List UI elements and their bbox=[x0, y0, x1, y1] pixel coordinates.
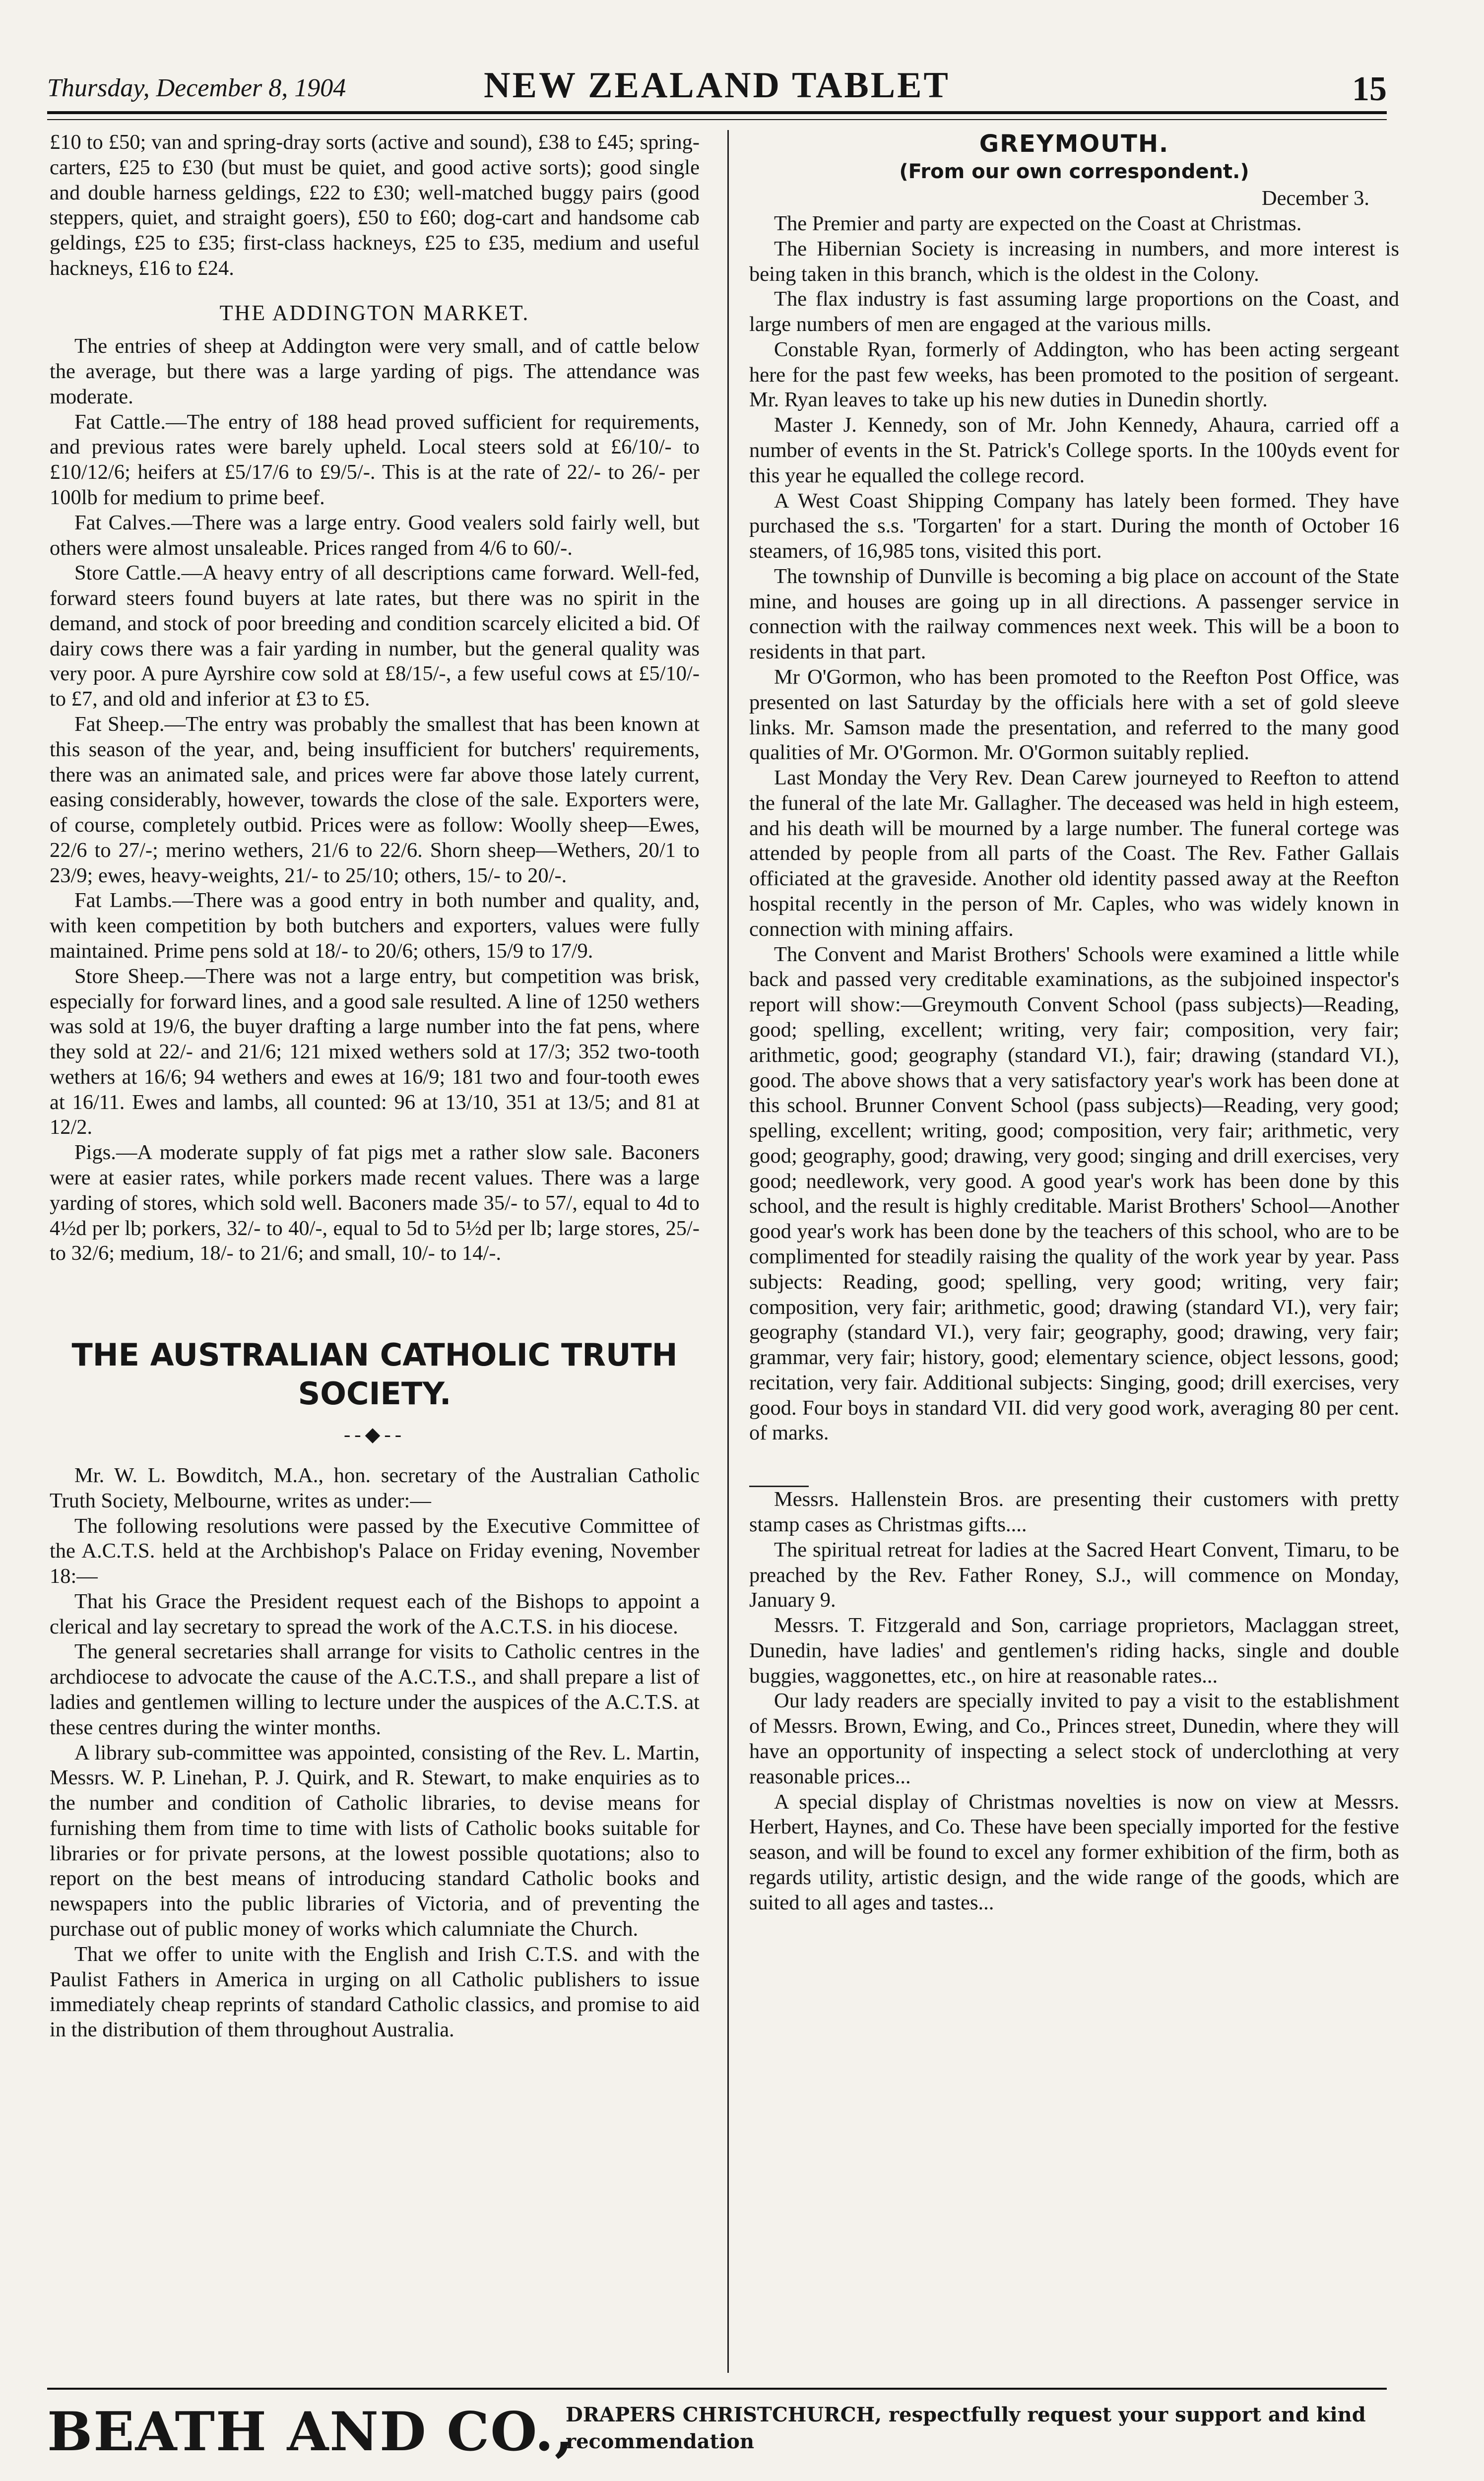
greymouth-paragraph: Mr O'Gormon, who has been promoted to the Reefton Post Office, was presented on last Saturday by the officials here with a set of gold sleeve links. Mr. Samson made the presentation, and referred to the many good qualities of Mr. O'Gormon. Mr. O'Gormon suitably replied. bbox=[749, 665, 1399, 765]
footer-rule bbox=[47, 2388, 1387, 2390]
greymouth-paragraph: The Convent and Marist Brothers' Schools were examined a little while back and passed very creditable examinations, as the subjoined inspector's report will show:—Greymouth Convent School (pass subjects)—Reading, good; spelling, excellent; writing, very fair; composition, very fair; arithmetic, good; geography (standard VI.), fair; drawing (standard VI.), good. The above shows that a very satisfactory year's work has been done at this school. Brunner Convent School (pass subjects)—Reading, very good; spelling, excellent; writing, good; composition, very fair; arithmetic, very good; geography, good; drawing, very good; singing and drill exercises, very good; needlework, very good. A good year's work has been done by this school, and the result is highly creditable. Marist Brothers' School—Another good year's work has been done by the teachers of this school, who are to be complimented for steadily raising the quality of the work year by year. Pass subjects: Reading, good; spelling, very good; writing, very fair; composition, very fair; arithmetic, good; drawing (standard VI.), very fair; geography (standard VI.), very fair; geography, good; drawing, very fair; grammar, very fair; history, good; elementary science, object lessons, good; recitation, very fair. Additional subjects: Singing, good; drill exercises, very good. Four boys in standard VII. did very good work, averaging 80 per cent. of marks. bbox=[749, 942, 1399, 1445]
greymouth-paragraph: Constable Ryan, formerly of Addington, who has been acting sergeant here for the past few weeks, has been promoted to the position of sergeant. Mr. Ryan leaves to take up his new duties in Dunedin shortly. bbox=[749, 337, 1399, 412]
issue-date: Thursday, December 8, 1904 bbox=[47, 74, 346, 102]
correspondent-line: (From our own correspondent.) bbox=[899, 160, 1249, 184]
advertiser-name: BEATH AND CO., bbox=[47, 2401, 575, 2463]
ornament-divider: --◆-- bbox=[343, 1423, 406, 1446]
page-header bbox=[47, 65, 1387, 110]
acts-paragraph: Mr. W. L. Bowditch, M.A., hon. secretary of the Australian Catholic Truth Society, Melbourne, writes as under:— bbox=[50, 1463, 700, 1512]
greymouth-heading: GREYMOUTH. bbox=[979, 130, 1169, 158]
greymouth-paragraph: The township of Dunville is becoming a big place on account of the State mine, and houses are going up in all directions. A passenger service in connection with the railway commences next week. This will be a boon to residents in that part. bbox=[749, 564, 1399, 664]
addington-paragraph: Fat Calves.—There was a large entry. Good vealers sold fairly well, but others were almost unsaleable. Prices ranged from 4/6 to 60/-. bbox=[50, 511, 700, 560]
column-divider bbox=[727, 130, 729, 2373]
notice-paragraph: Messrs. Hallenstein Bros. are presenting their customers with pretty stamp cases as Christmas gifts.... bbox=[749, 1488, 1399, 1536]
greymouth-paragraph: The Hibernian Society is increasing in numbers, and more interest is being taken in this branch, which is the oldest in the Colony. bbox=[749, 237, 1399, 286]
acts-paragraph: The general secretaries shall arrange for visits to Catholic centres in the archdiocese to advocate the cause of the A.C.T.S., and shall prepare a list of ladies and gentlemen willing to lecture under the auspices of the A.C.T.S. at these centres during the winter months. bbox=[50, 1640, 700, 1739]
addington-paragraph: Fat Sheep.—The entry was probably the smallest that has been known at this season of the year, and, being insufficient for butchers' requirements, there was an animated sale, and prices were far above those lately current, easing considerably, however, towards the close of the sale. Exporters were, of course, completely outbid. Prices were as follow: Woolly sheep—Ewes, 22/6 to 27/-; merino wethers, 21/6 to 22/6. Shorn sheep—Wethers, 20/1 to 23/9; ewes, heavy-weights, 21/- to 25/10; others, 15/- to 20/-. bbox=[50, 712, 700, 887]
addington-paragraph: The entries of sheep at Addington were very small, and of cattle below the average, but there was a large yarding of pigs. The attendance was moderate. bbox=[50, 334, 700, 408]
greymouth-paragraph: The flax industry is fast assuming large proportions on the Coast, and large numbers of men are engaged at the various mills. bbox=[749, 287, 1399, 336]
addington-paragraph: Store Sheep.—There was not a large entry, but competition was brisk, especially for forward lines, and a good sale resulted. A line of 1250 wethers was sold at 19/6, the buyer drafting a large number into the fat pens, where they sold at 22/- and 21/6; 121 mixed wethers sold at 17/3; 352 two-tooth wethers at 16/6; 94 wethers and ewes at 16/9; 181 two and four-tooth ewes at 16/11. Ewes and lambs, all counted: 96 at 13/10, 351 at 13/5; and 81 at 12/2. bbox=[50, 964, 700, 1139]
right-column bbox=[749, 130, 1399, 1916]
left-column bbox=[50, 130, 700, 2043]
header-rule bbox=[47, 111, 1387, 120]
masthead-title: NEW ZEALAND TABLET bbox=[484, 65, 950, 106]
advertisement-line-2: recommendation bbox=[566, 2430, 755, 2453]
greymouth-paragraph: A West Coast Shipping Company has lately been formed. They have purchased the s.s. 'Torgarten' for a start. During the month of October 16 steamers, of 16,985 tons, visited this port. bbox=[749, 489, 1399, 563]
notice-paragraph: A special display of Christmas novelties is now on view at Messrs. Herbert, Haynes, and Co. These have been specially imported for the festive season, and will be found to excel any former exhibition of the firm, both as regards utility, artistic design, and the wide range of the goods, which are suited to all ages and tastes... bbox=[749, 1790, 1399, 1914]
addington-paragraph: Fat Lambs.—There was a good entry in both number and quality, and, with keen competition by both butchers and exporters, values were fully maintained. Prime pens sold at 18/- to 20/6; others, 15/9 to 17/9. bbox=[50, 889, 700, 963]
horse-market-paragraph: £10 to £50; van and spring-dray sorts (active and sound), £38 to £45; spring-carters, £25 to £30 (but must be quiet, and good active sorts); good single and double harness geldings, £22 to £30; well-matched buggy pairs (good steppers, quiet, and straight goers), £50 to £60; dog-cart and handsome cab geldings, £25 to £35; first-class hackneys, £25 to £35, medium and useful hackneys, £16 to £24. bbox=[50, 131, 700, 280]
greymouth-paragraph: The Premier and party are expected on the Coast at Christmas. bbox=[774, 211, 1302, 235]
advertisement-text bbox=[566, 2402, 1389, 2455]
advertisement-line-1: DRAPERS CHRISTCHURCH, respectfully request your support and kind bbox=[566, 2403, 1366, 2426]
acts-paragraph: That we offer to unite with the English and Irish C.T.S. and with the Paulist Fathers in America in urging on all Catholic publishers to issue immediately cheap reprints of standard Catholic classics, and promise to aid in the distribution of them throughout Australia. bbox=[50, 1942, 700, 2042]
page-number: 15 bbox=[1352, 70, 1387, 108]
addington-paragraph: Fat Cattle.—The entry of 188 head proved sufficient for requirements, and previous rates were barely upheld. Local steers sold at £6/10/- to £10/12/6; heifers at £5/17/6 to £9/5/-. This is at the rate of 22/- to 26/- per 100lb for medium to prime beef. bbox=[50, 410, 700, 509]
acts-paragraph: A library sub-committee was appointed, consisting of the Rev. L. Martin, Messrs. W. P. Linehan, P. J. Quirk, and R. Stewart, to make enquiries as to the number and condition of Catholic libraries, to devise means for furnishing them from time to time with lists of Catholic books suitable for libraries or for private persons, at the lowest possible quotations; also to report on the best means of introducing standard Catholic books and newspapers into the public libraries of Victoria, and of preventing the purchase out of public money of works which calumniate the Church. bbox=[50, 1741, 700, 1941]
notice-paragraph: The spiritual retreat for ladies at the Sacred Heart Convent, Timaru, to be preached by the Rev. Father Roney, S.J., will commence on Monday, January 9. bbox=[749, 1538, 1399, 1612]
addington-paragraph: Store Cattle.—A heavy entry of all descriptions came forward. Well-fed, forward steers found buyers at late rates, but there was no spirit in the demand, and stock of poor breeding and condition scarcely elicited a bid. Of dairy cows there was a fair yarding in number, but the general quality was very poor. A pure Ayrshire cow sold at £8/15/-, a few useful cows at £5/10/- to £7, and old and inferior at £3 to £5. bbox=[50, 561, 700, 711]
greymouth-paragraph: Last Monday the Very Rev. Dean Carew journeyed to Reefton to attend the funeral of the late Mr. Gallagher. The deceased was held in high esteem, and his death will be mourned by a large number. The funeral cortege was attended by people from all parts of the Coast. The Rev. Father Gallais officiated at the graveside. Another old identity passed away at the Reefton hospital recently in the person of Mr. Caples, who was widely known in connection with mining affairs. bbox=[749, 766, 1399, 941]
advertisement-footer bbox=[47, 2397, 1387, 2481]
notice-paragraph: Messrs. T. Fitzgerald and Son, carriage proprietors, Maclaggan street, Dunedin, have ladies' and gentlemen's riding hacks, single and double buggies, waggonettes, etc., on hire at reasonable rates... bbox=[749, 1614, 1399, 1688]
greymouth-paragraph: Master J. Kennedy, son of Mr. John Kennedy, Ahaura, carried off a number of events in the St. Patrick's College sports. In the 100yds event for this year he equalled the college record. bbox=[749, 413, 1399, 487]
addington-paragraph: Pigs.—A moderate supply of fat pigs met a rather slow sale. Baconers were at easier rates, while porkers made recent values. There was a large yarding of stores, which sold well. Baconers made 35/- to 57/, equal to 4d to 4½d per lb; porkers, 32/- to 40/-, equal to 5d to 5½d per lb; large stores, 25/- to 32/6; medium, 18/- to 21/6; and small, 10/- to 14/-. bbox=[50, 1141, 700, 1265]
acts-paragraph: That his Grace the President request each of the Bishops to appoint a clerical and lay secretary to spread the work of the A.C.T.S. in his diocese. bbox=[50, 1589, 700, 1638]
notice-paragraph: Our lady readers are specially invited to pay a visit to the establishment of Messrs. Brown, Ewing, and Co., Princes street, Dunedin, where they will have an opportunity of inspecting a select stock of underclothing at very reasonable prices... bbox=[749, 1689, 1399, 1788]
acts-heading: THE AUSTRALIAN CATHOLIC TRUTH SOCIETY. bbox=[71, 1337, 678, 1412]
acts-paragraph: The following resolutions were passed by the Executive Committee of the A.C.T.S. held at the Archbishop's Palace on Friday evening, November 18:— bbox=[50, 1514, 700, 1588]
addington-heading: THE ADDINGTON MARKET. bbox=[219, 300, 530, 325]
dateline: December 3. bbox=[1261, 187, 1369, 210]
